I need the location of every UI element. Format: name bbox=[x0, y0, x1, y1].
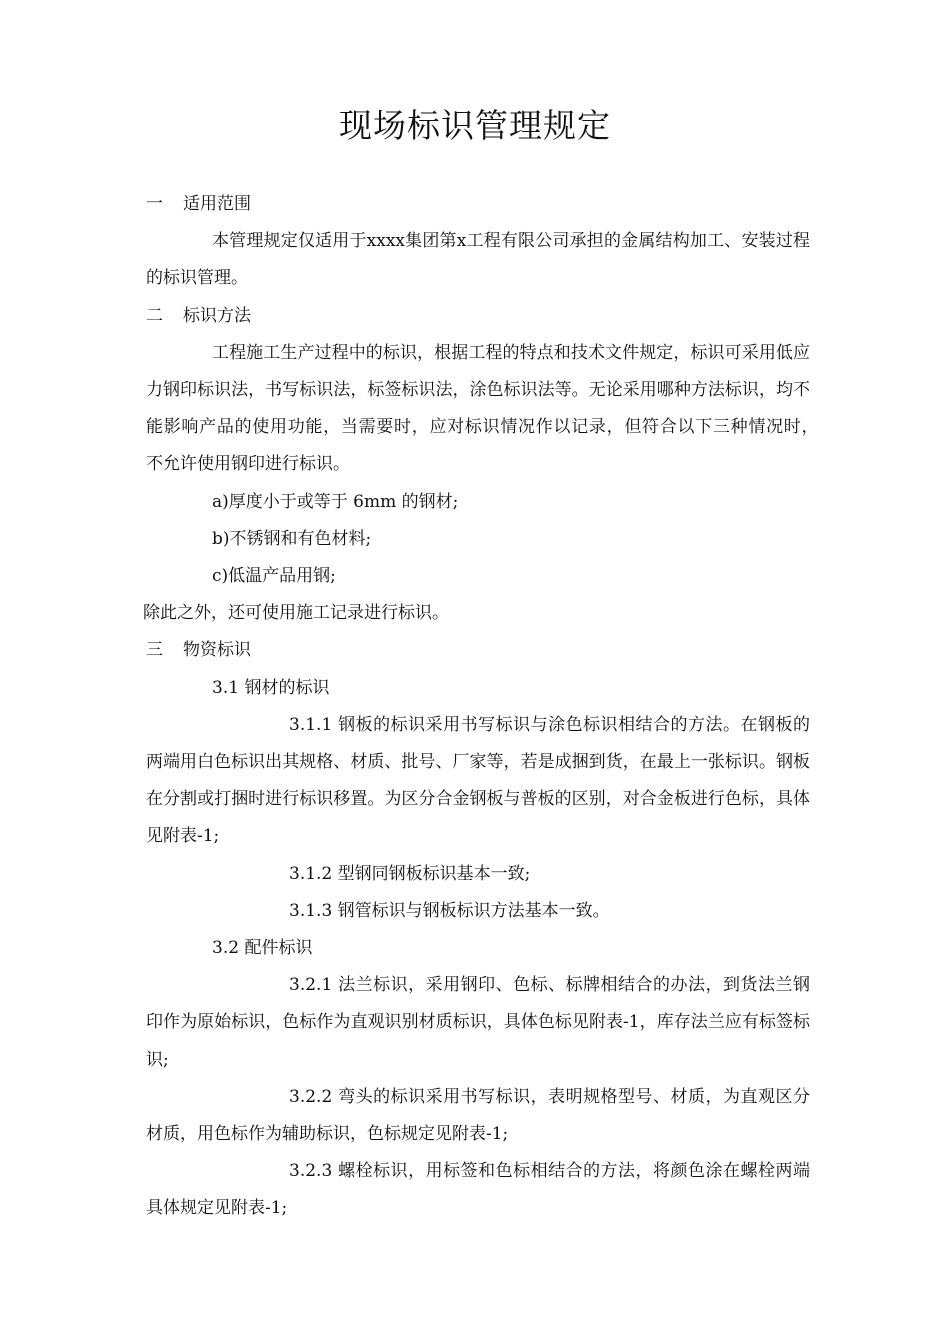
document-body bbox=[143, 186, 827, 1228]
section-heading-3 bbox=[146, 632, 810, 669]
list-item-c: c)低温产品用钢; bbox=[212, 566, 336, 587]
document-title: 现场标识管理规定 bbox=[339, 106, 611, 145]
clause-3-1-1: 3.1.1 钢板的标识采用书写标识与涂色标识相结合的方法。在钢板的两端用白色标识出其规格、材质、批号、厂家等，若是成捆到货，在最上一张标识。钢板在分割或打捆时进行标识移置。为区分合金钢板与普板的区别，对合金板进行色标，具体见附表-1; bbox=[146, 714, 810, 847]
section-2-paragraph: 工程施工生产过程中的标识，根据工程的特点和技术文件规定，标识可采用低应力钢印标识法，书写标识法，标签标识法，涂色标识法等。无论采用哪种方法标识，均不能影响产品的使用功能，当需要时，应对标识情况作以记录，但符合以下三种情况时， 不允许使用钢印进行标识。 bbox=[146, 342, 827, 475]
clause-3-2-1: 3.2.1 法兰标识，采用钢印、色标、标牌相结合的办法，到货法兰钢印作为原始标识，色标作为直观识别材质标识，具体色标见附表-1，库存法兰应有标签标识; bbox=[146, 975, 810, 1070]
clause-3-2-3: 3.2.3 螺栓标识，用标签和色标相结合的方法，将颜色涂在螺栓两端具体规定见附表-1; bbox=[146, 1161, 810, 1219]
list-item-a: a)厚度小于或等于 6mm 的钢材; bbox=[212, 491, 459, 512]
section-number: 二 bbox=[146, 305, 163, 326]
section-number: 三 bbox=[146, 640, 163, 661]
clause-3-1-3: 3.1.3 钢管标识与钢板标识方法基本一致。 bbox=[289, 900, 610, 921]
section-2-closing: 除此之外，还可使用施工记录进行标识。 bbox=[143, 603, 449, 624]
clause-3-1-2: 3.1.2 型钢同钢板标识基本一致; bbox=[289, 863, 531, 884]
section-1-paragraph: 本管理规定仅适用于xxxx集团第x工程有限公司承担的金属结构加工、安装过程的标识管理。 bbox=[146, 231, 810, 289]
section-heading-1 bbox=[146, 186, 810, 223]
subsection-3-1-title: 3.1 钢材的标识 bbox=[212, 677, 330, 698]
subsection-3-2-title: 3.2 配件标识 bbox=[212, 938, 313, 959]
clause-3-2-2: 3.2.2 弯头的标识采用书写标识，表明规格型号、材质，为直观区分材质，用色标作为辅助标识，色标规定见附表-1; bbox=[146, 1086, 810, 1145]
section-title: 物资标识 bbox=[183, 640, 251, 661]
section-heading-2 bbox=[146, 298, 810, 335]
section-number: 一 bbox=[146, 194, 163, 214]
section-title: 适用范围 bbox=[183, 194, 251, 214]
section-title: 标识方法 bbox=[183, 305, 251, 326]
list-item-b: b)不锈钢和有色材料; bbox=[212, 528, 372, 549]
